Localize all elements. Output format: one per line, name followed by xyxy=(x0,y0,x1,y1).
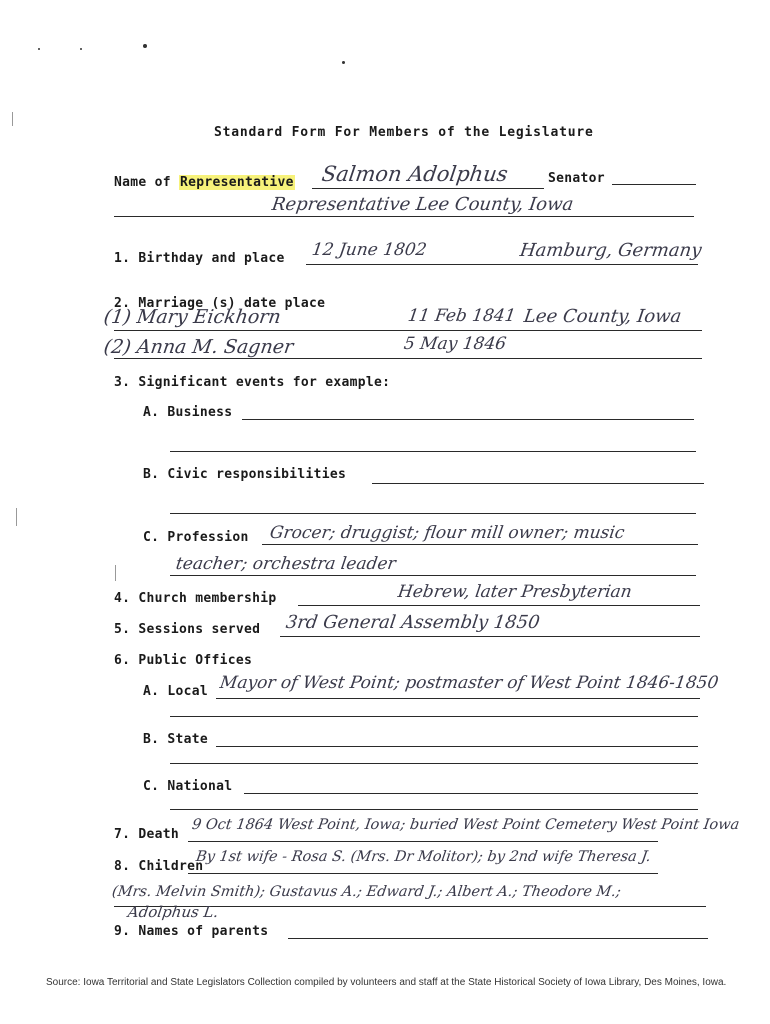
children-value-3: Adolphus L. xyxy=(126,903,220,921)
name-value-line2: Representative Lee County, Iowa xyxy=(270,194,575,215)
state-label: B. State xyxy=(143,732,209,747)
marriage-label: 2. Marriage (s) date place xyxy=(114,296,326,311)
birthday-date: 12 June 1802 xyxy=(310,240,428,260)
death-line xyxy=(188,841,658,842)
scan-speck xyxy=(38,48,40,50)
source-footer: Source: Iowa Territorial and State Legislators Collection compiled by volunteers and staff at the State Historical Society of Iowa Library, Des Moines, Iowa. xyxy=(46,977,727,988)
profession-line xyxy=(262,544,698,545)
name-line xyxy=(312,188,544,189)
business-line xyxy=(242,419,694,420)
marriage-1-name: (1) Mary Eickhorn xyxy=(102,306,283,328)
children-line xyxy=(188,873,658,874)
scan-speck xyxy=(143,44,147,48)
name-label xyxy=(114,175,295,190)
local-line xyxy=(216,698,700,699)
scan-mark xyxy=(12,112,13,126)
local-line-2 xyxy=(170,716,698,717)
marriage-2-name: (2) Anna M. Sagner xyxy=(102,336,295,358)
state-line xyxy=(216,746,698,747)
birthday-line xyxy=(306,264,698,265)
marriage-line-1 xyxy=(114,330,702,331)
death-value: 9 Oct 1864 West Point, Iowa; buried West Point Cemetery West Point Iowa xyxy=(190,817,741,833)
name-value: Salmon Adolphus xyxy=(320,162,510,186)
representative-highlight: Representative xyxy=(180,175,294,190)
sessions-line xyxy=(280,636,700,637)
public-offices-label: 6. Public Offices xyxy=(114,653,253,668)
scan-speck xyxy=(80,48,82,50)
form-title: Standard Form For Members of the Legislature xyxy=(214,125,594,140)
marriage-line-2 xyxy=(114,358,702,359)
scan-mark xyxy=(16,508,17,526)
children-value-1: By 1st wife - Rosa S. (Mrs. Dr Molitor); by 2nd wife Theresa J. xyxy=(194,849,652,865)
profession-value-1: Grocer; druggist; flour mill owner; music xyxy=(268,523,626,543)
scan-mark xyxy=(115,565,116,581)
events-label: 3. Significant events for example: xyxy=(114,375,391,390)
marriage-1-date: 11 Feb 1841 xyxy=(406,306,517,326)
parents-line xyxy=(288,938,708,939)
business-line-2 xyxy=(170,451,696,452)
national-label: C. National xyxy=(143,779,233,794)
church-label: 4. Church membership xyxy=(114,591,277,606)
senator-label: Senator xyxy=(548,171,605,186)
children-value-2: (Mrs. Melvin Smith); Gustavus A.; Edward J.; Albert A.; Theodore M.; xyxy=(110,884,622,900)
marriage-2-date: 5 May 1846 xyxy=(402,334,508,354)
birthday-place: Hamburg, Germany xyxy=(518,240,703,261)
national-line xyxy=(244,793,698,794)
civic-label: B. Civic responsibilities xyxy=(143,467,347,482)
profession-value-2: teacher; orchestra leader xyxy=(174,554,398,574)
scan-speck xyxy=(342,61,345,64)
civic-line-2 xyxy=(170,513,696,514)
local-label: A. Local xyxy=(143,684,209,699)
name-line-2 xyxy=(114,216,694,217)
birthday-label: 1. Birthday and place xyxy=(114,251,285,266)
civic-line xyxy=(372,483,704,484)
profession-label: C. Profession xyxy=(143,530,249,545)
death-label: 7. Death xyxy=(114,827,180,842)
sessions-value: 3rd General Assembly 1850 xyxy=(284,612,542,633)
sessions-label: 5. Sessions served xyxy=(114,622,261,637)
senator-line xyxy=(612,184,696,185)
national-line-2 xyxy=(170,809,698,810)
parents-label: 9. Names of parents xyxy=(114,924,269,939)
church-line xyxy=(298,605,700,606)
children-label: 8. Children xyxy=(114,859,204,874)
local-value: Mayor of West Point; postmaster of West Point 1846-1850 xyxy=(218,673,720,693)
name-label-prefix: Name of xyxy=(114,175,180,190)
profession-line-2 xyxy=(170,575,696,576)
business-label: A. Business xyxy=(143,405,233,420)
state-line-2 xyxy=(170,763,698,764)
marriage-1-place: Lee County, Iowa xyxy=(522,306,683,327)
church-value: Hebrew, later Presbyterian xyxy=(396,582,634,602)
